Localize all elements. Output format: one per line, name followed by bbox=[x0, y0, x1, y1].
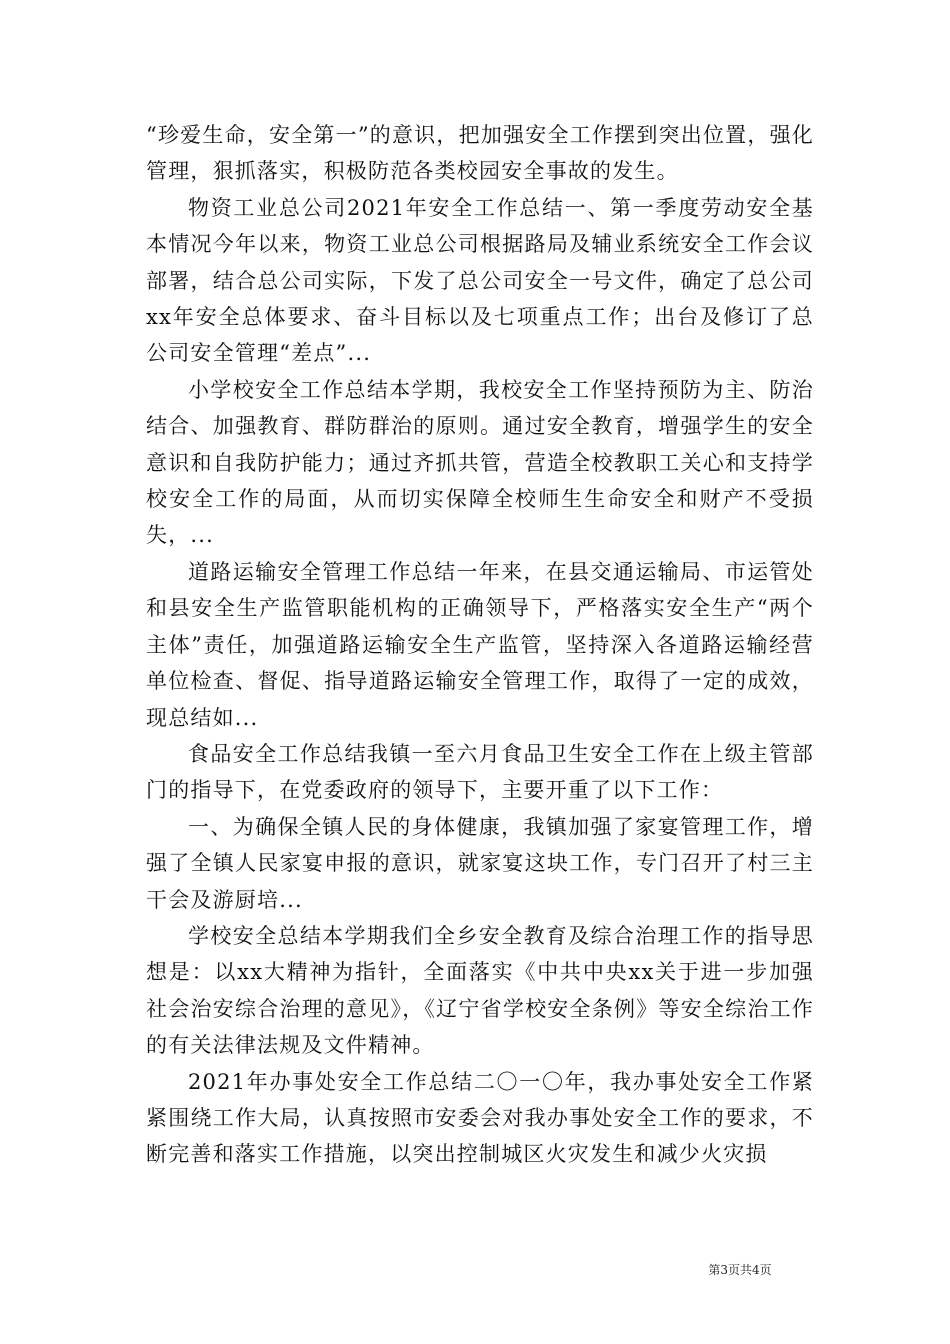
paragraph-3: 小学校安全工作总结本学期，我校安全工作坚持预防为主、防治结合、加强教育、群防群治的原则。通过安全教育，增强学生的安全意识和自我防护能力；通过齐抓共管，营造全校教职工关心和支持学校安全工作的局面，从而切实保障全校师生生命安全和财产不受损失，... bbox=[146, 377, 814, 548]
page-number: 第3页共4页 bbox=[708, 1263, 772, 1277]
paragraph-2: 物资工业总公司2021年安全工作总结一、第一季度劳动安全基本情况今年以来，物资工业总公司根据路局及辅业系统安全工作会议部署，结合总公司实际，下发了总公司安全一号文件，确定了总公司xx年安全总体要求、奋斗目标以及七项重点工作；出台及修订了总公司安全管理“差点”... bbox=[146, 195, 814, 366]
paragraph-1: “珍爱生命，安全第一”的意识，把加强安全工作摆到突出位置，强化管理，狠抓落实，积极防范各类校园安全事故的发生。 bbox=[146, 123, 814, 184]
paragraph-8: 2021年办事处安全工作总结二〇一〇年，我办事处安全工作紧紧围绕工作大局，认真按照市安委会对我办事处安全工作的要求，不断完善和落实工作措施，以突出控制城区火灾发生和减少火灾损 bbox=[146, 1069, 814, 1167]
paragraph-7: 学校安全总结本学期我们全乡安全教育及综合治理工作的指导思想是：以xx大精神为指针，全面落实《中共中央xx关于进一步加强社会治安综合治理的意见》，《辽宁省学校安全条例》等安全综治工作的有关法律法规及文件精神。 bbox=[146, 923, 814, 1058]
document-body bbox=[146, 117, 814, 1173]
paragraph-5: 食品安全工作总结我镇一至六月食品卫生安全工作在上级主管部门的指导下，在党委政府的领导下，主要开重了以下工作： bbox=[146, 741, 814, 803]
paragraph-6: 一、为确保全镇人民的身体健康，我镇加强了家宴管理工作，增强了全镇人民家宴申报的意识，就家宴这块工作，专门召开了村三主干会及游厨培... bbox=[146, 814, 814, 912]
paragraph-4: 道路运输安全管理工作总结一年来，在县交通运输局、市运管处和县安全生产监管职能机构的正确领导下，严格落实安全生产“两个主体”责任，加强道路运输安全生产监管，坚持深入各道路运输经营单位检查、督促、指导道路运输安全管理工作，取得了一定的成效，现总结如... bbox=[146, 559, 814, 730]
